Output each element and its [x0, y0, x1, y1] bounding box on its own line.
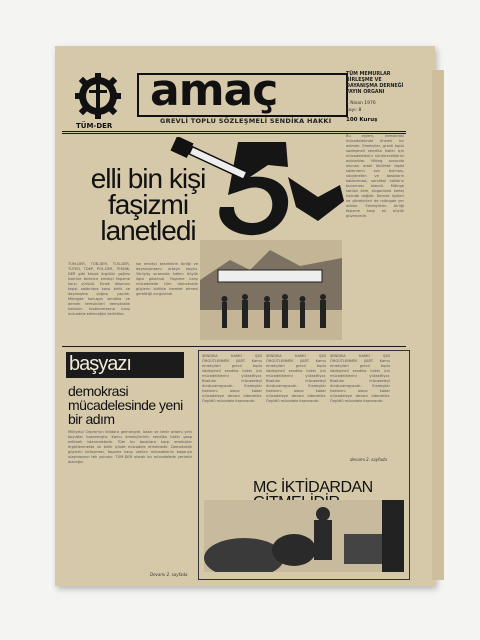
lead-body-col-3: Bu eylem, demokrasi mücadelesinde önemli bir adımdır. Emekçiler, grevli toplu sözleşmeli sendika hakkı için mücadelelerini sürdüreceklerini açıkladılar. Miting sonunda okunan ortak bildiride faşist saldırıların son bulması, sıkıyönetim ve baskıların kaldırılması, sendikal hakların tanınması istendi. Mitinge katılan kitle, sloganlarla kortej halinde dağıldı. Dernek üyeleri ve yöneticileri de mitingde yer aldılar. Emekçilerin birliği faşizme karşı en büyük güvencedir.	[346, 134, 404, 218]
issue-number: Sayı: 8	[346, 108, 362, 113]
lead-photo-crowd	[200, 240, 342, 340]
masthead-rule	[62, 131, 406, 132]
logo-caption: TÜM-DER	[76, 122, 113, 130]
newspaper-title: amaç	[150, 65, 278, 116]
lead-body-col-2: ise emekçi kesimlerin birliği ve dayanışmasını ortaya koydu. Yürüyüş sırasında halkın büyük ilgisi gözlendi. Faşizme karşı mücadelede tüm demokratik güçlerin birlikte hareket etmesi gerektiği vurgulandı.	[136, 262, 198, 296]
editorial-body: Milliyetçi Cephe'nin iktidara gelmesiyle, baskı ve terör ortamı yeni boyutlar kazanmıştır. Kamu emekçilerinin sendika hakkı gasp edilmek istenmektedir. Tüm bu baskılara karşı emekçiler örgütlenmekte ve birlik içinde mücadele etmektedir. Demokratik güçlerin birleşmesi, faşizme karşı verilen mücadelenin başarıya ulaşmasının tek yoludur. TÜM-DER olarak bu mücadelede yerimizi alacağız.	[68, 430, 192, 464]
editorial-headline: demokrasi mücadelesinde yeni bir adım	[68, 383, 183, 427]
lead-body-col-1: TÜM-DER, TÖB-DER, TÜS-DER, TÜTED, TDKP, POL-DER, TEKNİK-DER gibi birçok örgütün çağrısı üzerine binlerce emekçi faşizme karşı yürüdü. Emek düşmanı faşist saldırılara karşı birlik ve dayanışma çağrısı yapıldı. Mitingde konuşan sendika ve dernek temsilcileri demokratik hakların kısıtlanmasına karşı mücadele edileceğini belirttiler.	[68, 262, 130, 316]
center-box-body-3: SENDİKA HAKKI İÇİN ÖRGÜTLENMEK ŞART. Kamu emekçileri grevli toplu sözleşmeli sendika hakkı için mücadelelerini yükseltiyor. Baskılar mücadeleyi durduramayacak. Emekçiler haklarını alana kadar mücadeleye devam edecekler. Örgütlü mücadele kazanacak.	[330, 354, 390, 403]
secondary-headline: MC İKTİDARDAN	[253, 479, 373, 496]
editorial-label: başyazı	[69, 353, 131, 375]
issue-date: 1 Nisan 1976	[346, 101, 376, 106]
hammer-graphic-icon	[168, 137, 348, 247]
secondary-photo-crowd	[204, 500, 404, 572]
crowd-image	[200, 240, 342, 340]
center-box-continued: devamı 2. sayfada	[350, 457, 387, 462]
newspaper-subtitle: GREVLİ TOPLU SÖZLEŞMELİ SENDİKA HAKKI	[160, 117, 332, 125]
price: 100 Kuruş	[346, 117, 378, 123]
protest-image	[204, 500, 404, 572]
lead-headline: elli bin kişi faşizmi lanetledi	[90, 163, 206, 246]
publisher-info: TÜM MEMURLAR BİRLEŞME VE DAYANIŞMA DERNEĞİ YAYIN ORGANI	[346, 72, 404, 95]
center-box-body: SENDİKA HAKKI İÇİN ÖRGÜTLENMEK ŞART. Kamu emekçileri grevli toplu sözleşmeli sendika hakkı için mücadelelerini yükseltiyor. Baskılar mücadeleyi durduramayacak. Emekçiler haklarını alana kadar mücadeleye devam edecekler. Örgütlü mücadele kazanacak.	[202, 354, 262, 403]
center-box-body-2: SENDİKA HAKKI İÇİN ÖRGÜTLENMEK ŞART. Kamu emekçileri grevli toplu sözleşmeli sendika hakkı için mücadelelerini yükseltiyor. Baskılar mücadeleyi durduramayacak. Emekçiler haklarını alana kadar mücadeleye devam edecekler. Örgütlü mücadele kazanacak.	[266, 354, 326, 403]
paper-edge	[432, 70, 444, 580]
section-rule	[62, 346, 406, 347]
tumder-gear-logo-icon	[70, 70, 130, 130]
editorial-continued: Devamı 2. sayfada	[150, 572, 188, 577]
